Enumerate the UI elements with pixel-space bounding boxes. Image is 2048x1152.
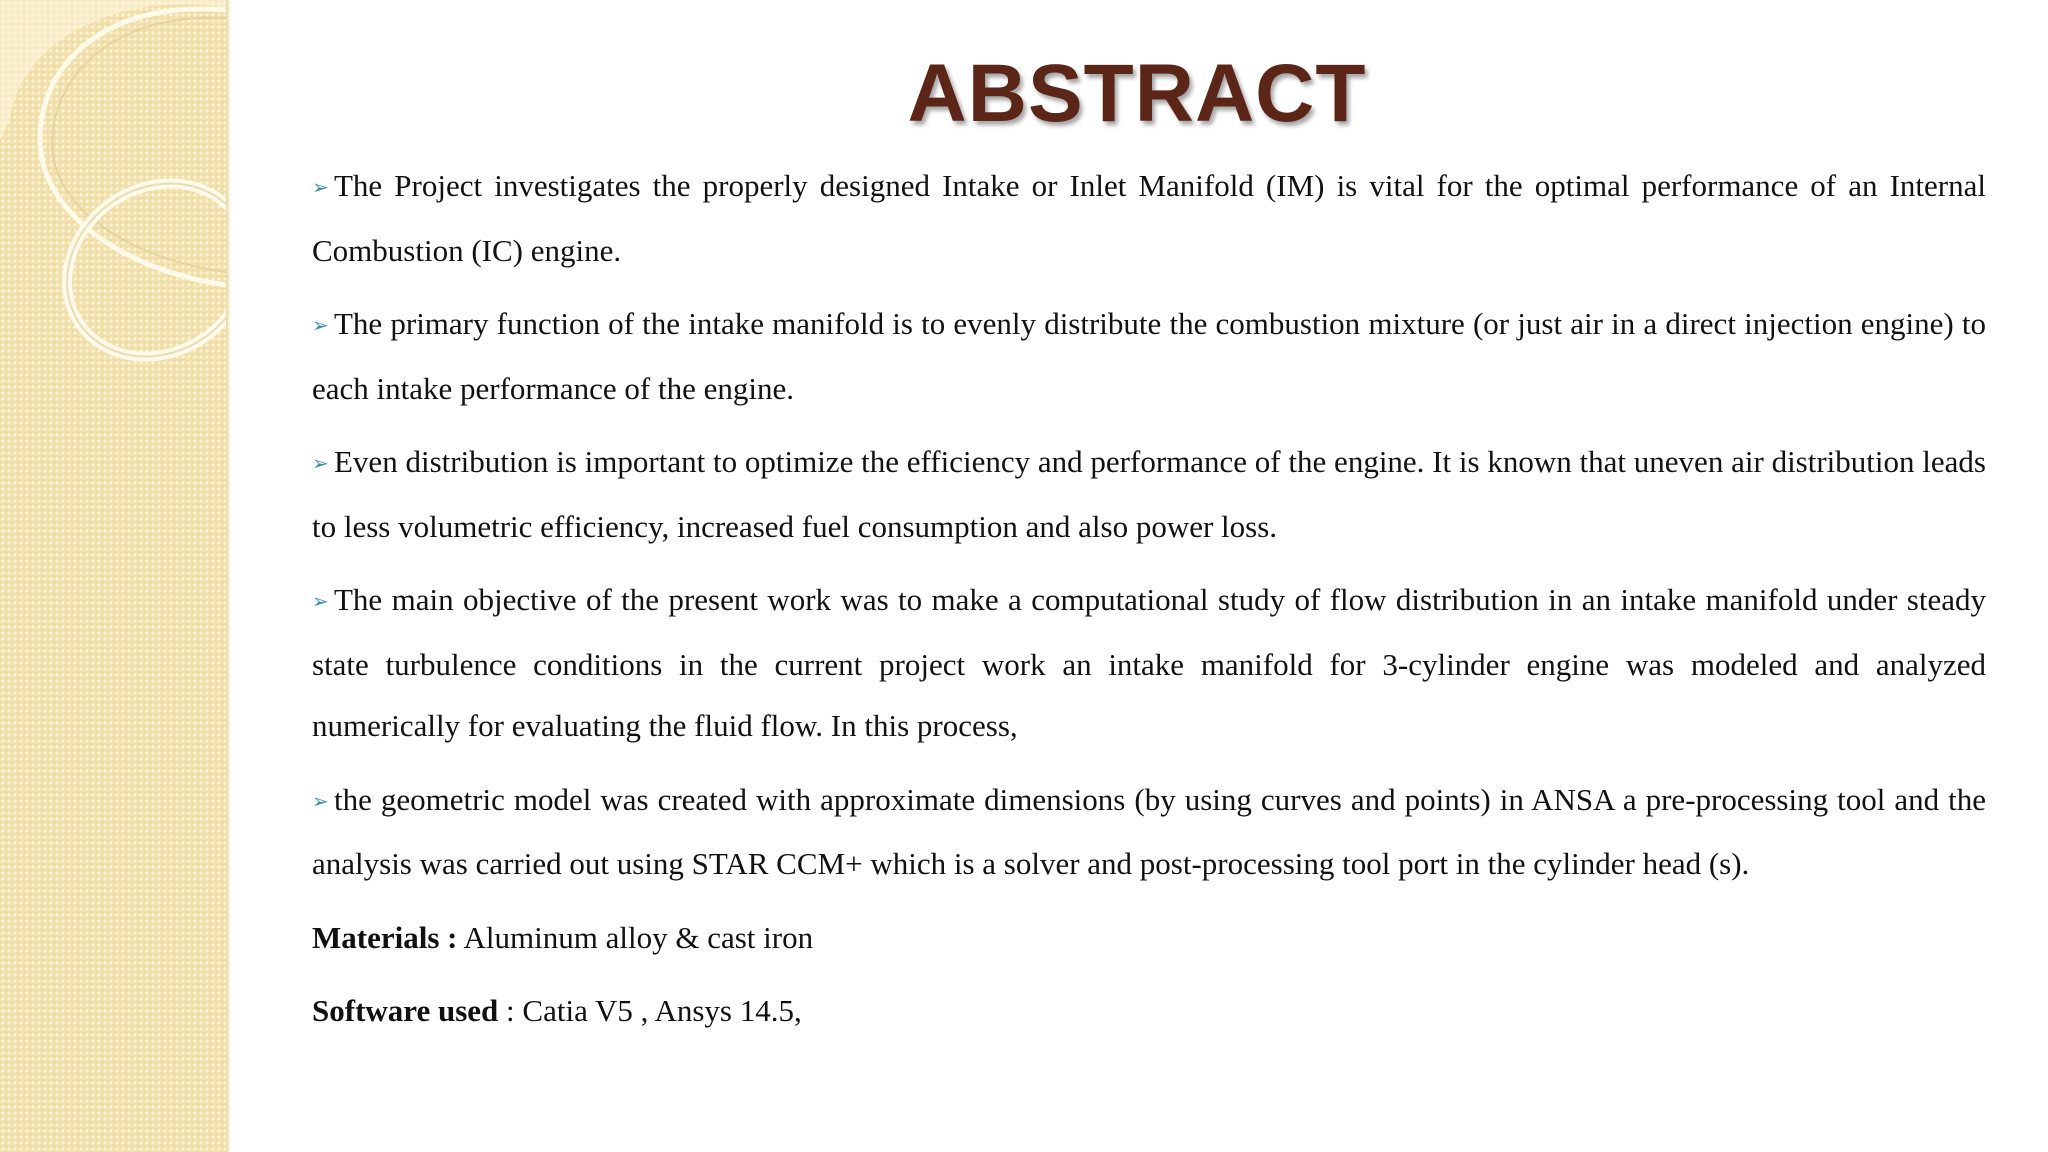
decorative-sidebar [0,0,226,1152]
bullet-paragraph-5 [312,769,1986,895]
software-label: Software used [312,993,499,1028]
materials-value: Aluminum alloy & cast iron [457,919,814,955]
swirl-decoration-icon [0,0,226,420]
bullet-paragraph-3 [312,431,1986,557]
abstract-body [312,155,1986,1054]
triangle-bullet-icon: ➢ [312,790,329,813]
triangle-bullet-icon: ➢ [312,315,329,337]
materials-line [312,907,1986,969]
bullet-paragraph-2 [312,293,1986,419]
paragraph-text: the geometric model was created with approximate dimensions (by using curves and points) in ANSA a pre-processing tool and the analysis was carried out using STAR CCM+ which is a solver and post-processing tool port in the cylinder head (s). [312,781,1986,881]
software-line [312,980,1986,1042]
triangle-bullet-icon: ➢ [312,177,329,199]
paragraph-text: Even distribution is important to optimize the efficiency and performance of the engine. It is known that uneven air distribution leads to less volumetric efficiency, increased fuel consumption and also power loss. [312,444,1986,544]
triangle-bullet-icon: ➢ [312,453,329,475]
slide-title: ABSTRACT [907,48,1367,139]
bullet-paragraph-4 [312,569,1986,757]
software-value: : Catia V5 , Ansys 14.5, [498,993,802,1028]
bullet-paragraph-1 [312,155,1986,281]
materials-label: Materials : [312,919,458,955]
paragraph-text: The main objective of the present work was to make a computational study of flow distribution in an intake manifold under steady state turbulence conditions in the current project work an intake manifold for 3-cylinder engine was modeled and analyzed numerically for evaluating the fluid flow. In this process, [312,582,1986,743]
sidebar-edge [226,0,231,1152]
paragraph-text: The primary function of the intake manifold is to evenly distribute the combustion mixture (or just air in a direct injection engine) to each intake performance of the engine. [312,306,1986,406]
paragraph-text: The Project investigates the properly designed Intake or Inlet Manifold (IM) is vital for the optimal performance of an Internal Combustion (IC) engine. [312,168,1986,268]
triangle-bullet-icon: ➢ [312,591,329,613]
